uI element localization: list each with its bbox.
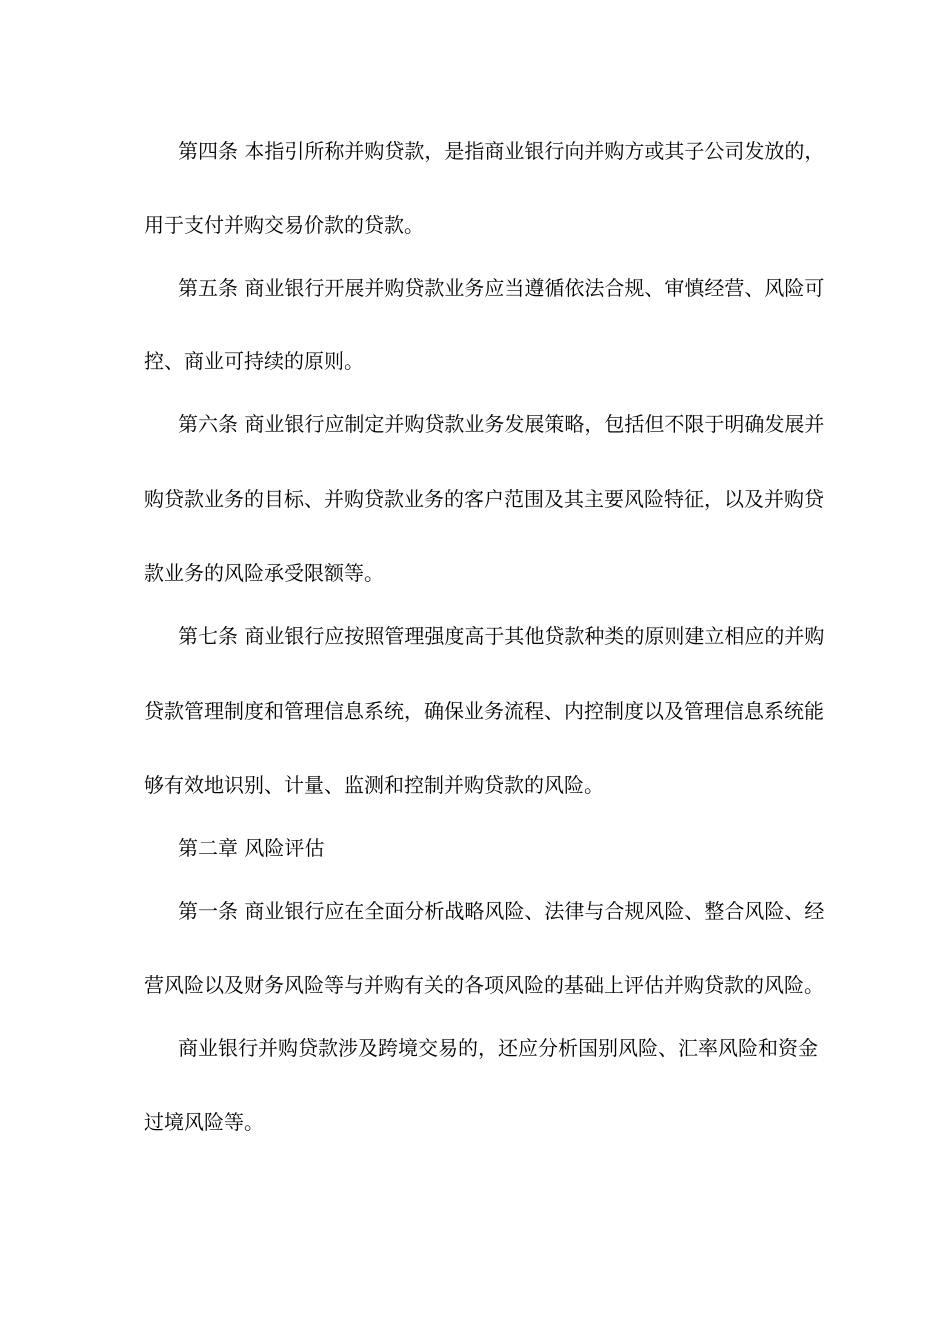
- chapter-2-article-1-line-1: 第一条 商业银行应在全面分析战略风险、法律与合规风险、整合风险、经: [178, 899, 825, 923]
- chapter-2-article-1-line-2: 营风险以及财务风险等与并购有关的各项风险的基础上评估并购贷款的风险。: [144, 973, 824, 997]
- chapter-2-heading: 第二章 风险评估: [178, 836, 325, 860]
- article-6-line-3: 款业务的风险承受限额等。: [144, 561, 384, 585]
- article-7-line-1: 第七条 商业银行应按照管理强度高于其他贷款种类的原则建立相应的并购: [178, 624, 825, 648]
- article-7-line-2: 贷款管理制度和管理信息系统，确保业务流程、内控制度以及管理信息系统能: [144, 699, 824, 723]
- article-4-line-2: 用于支付并购交易价款的贷款。: [144, 213, 424, 237]
- cross-border-line-1: 商业银行并购贷款涉及跨境交易的，还应分析国别风险、汇率风险和资金: [178, 1036, 818, 1060]
- article-4-line-1: 第四条 本指引所称并购贷款，是指商业银行向并购方或其子公司发放的，: [178, 139, 825, 163]
- article-6-line-2: 购贷款业务的目标、并购贷款业务的客户范围及其主要风险特征，以及并购贷: [144, 487, 824, 511]
- article-5-line-1: 第五条 商业银行开展并购贷款业务应当遵循依法合规、审慎经营、风险可: [178, 276, 825, 300]
- article-7-line-3: 够有效地识别、计量、监测和控制并购贷款的风险。: [144, 773, 604, 797]
- article-5-line-2: 控、商业可持续的原则。: [144, 349, 364, 373]
- article-6-line-1: 第六条 商业银行应制定并购贷款业务发展策略，包括但不限于明确发展并: [178, 412, 825, 436]
- cross-border-line-2: 过境风险等。: [144, 1110, 264, 1134]
